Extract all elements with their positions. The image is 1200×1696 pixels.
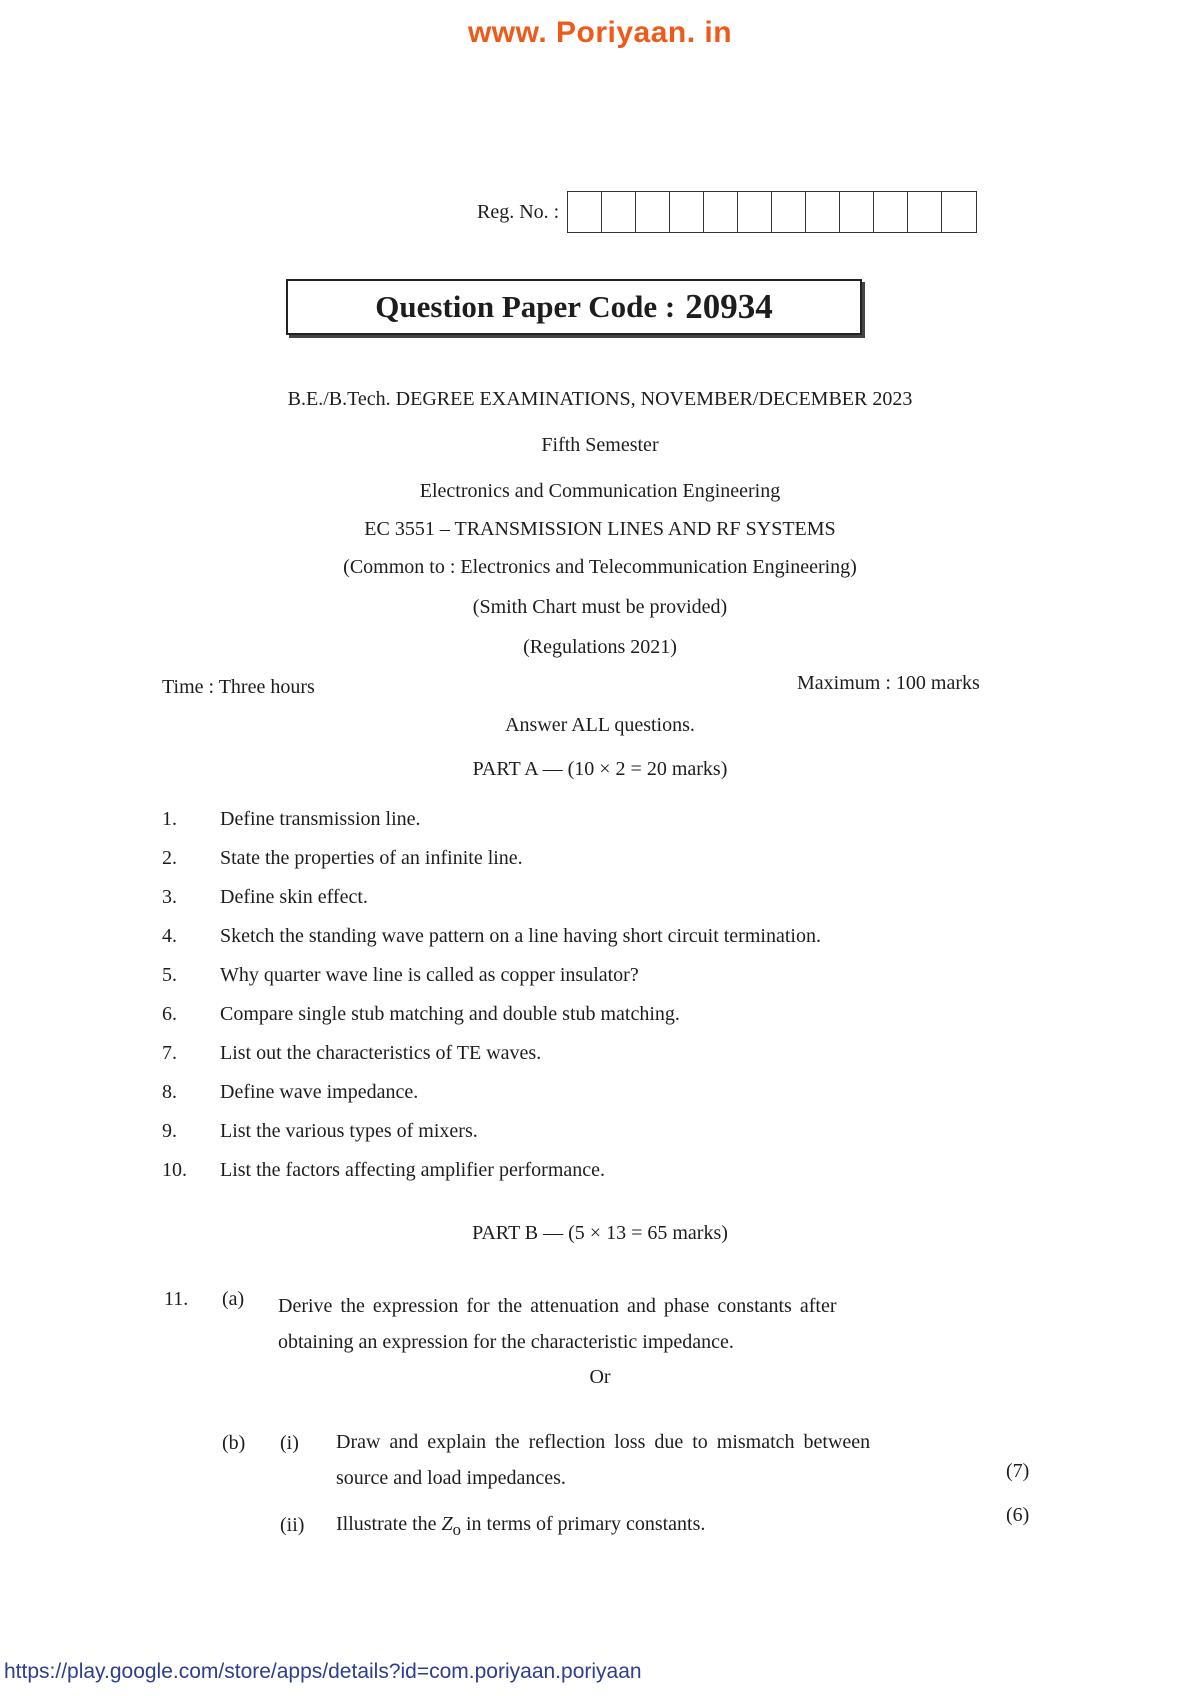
part-label-a: (a) [222,1288,245,1310]
reg-no-box [874,192,908,232]
question-text: in terms of primary constants. [465,1513,706,1535]
question-text: Why quarter wave line is called as copper insulator? [220,964,639,986]
smith-chart-note: (Smith Chart must be provided) [472,596,728,618]
department: Electronics and Communication Engineering [419,480,781,502]
part-a-question [162,1159,605,1182]
exam-title: B.E./B.Tech. DEGREE EXAMINATIONS, NOVEMBER/DECEMBER 2023 [287,388,913,410]
question-text: Define wave impedance. [220,1081,419,1103]
part-a-question [162,886,368,909]
question-text: List the various types of mixers. [220,1120,478,1142]
regulations: (Regulations 2021) [523,636,677,658]
semester: Fifth Semester [541,434,659,456]
marks-7: (7) [1006,1460,1030,1482]
part-a-question [162,1081,418,1104]
sub-label-i: (i) [280,1432,299,1454]
question-11a-text [278,1288,1030,1360]
instruction: Answer ALL questions. [505,714,695,736]
part-b-heading: PART B — (5 × 13 = 65 marks) [472,1222,728,1244]
question-paper-code-box [286,279,862,335]
question-number: 8. [162,1081,177,1103]
question-text: Define transmission line. [220,808,421,830]
question-text-line: Derive the expression for the attenuation and phase constants after [278,1295,837,1317]
z-subscript: o [452,1520,461,1539]
question-number: 6. [162,1003,177,1025]
reg-no-box [602,192,636,232]
question-text: Compare single stub matching and double stub matching. [220,1003,680,1025]
question-number: 3. [162,886,177,908]
question-number: 1. [162,808,177,830]
part-a-question [162,964,639,987]
maximum-marks: Maximum : 100 marks [797,672,980,694]
reg-no-box [704,192,738,232]
reg-no-box [806,192,840,232]
question-number: 5. [162,964,177,986]
reg-no-box [568,192,602,232]
question-number: 7. [162,1042,177,1064]
question-11b-ii-text [336,1506,705,1548]
or-separator: Or [589,1366,611,1388]
watermark-bottom-link[interactable]: https://play.google.com/store/apps/details?id=com.poriyaan.poriyaan [4,1660,642,1683]
reg-no [477,191,977,233]
reg-no-box [636,192,670,232]
question-text: List out the characteristics of TE waves. [220,1042,542,1064]
part-a-heading: PART A — (10 × 2 = 20 marks) [472,758,728,780]
part-a-question [162,847,523,870]
reg-no-box [670,192,704,232]
reg-no-label: Reg. No. : [477,200,560,223]
part-label-b: (b) [222,1432,246,1454]
common-to: (Common to : Electronics and Telecommunication Engineering) [343,556,857,578]
part-a-question [162,1003,680,1026]
question-paper-code-label: Question Paper Code : [375,289,676,324]
reg-no-box [908,192,942,232]
question-text-line: Draw and explain the reflection loss due to mismatch between [336,1431,871,1453]
part-a-question [162,1120,478,1143]
marks-6: (6) [1006,1504,1030,1526]
reg-no-box [738,192,772,232]
question-number: 2. [162,847,177,869]
sub-label-ii: (ii) [280,1514,305,1536]
question-text-line: source and load impedances. [336,1467,566,1489]
reg-no-boxes [567,191,977,233]
question-number: 4. [162,925,177,947]
question-text: Illustrate the [336,1513,437,1535]
course-title: EC 3551 – TRANSMISSION LINES AND RF SYSTEMS [364,518,836,540]
question-paper-code: 20934 [685,287,773,326]
question-text: Define skin effect. [220,886,368,908]
question-number: 11. [164,1288,189,1310]
time-allowed: Time : Three hours [162,676,315,698]
question-text: Sketch the standing wave pattern on a line having short circuit termination. [220,925,821,947]
question-number: 9. [162,1120,177,1142]
part-a-question [162,808,421,831]
part-a-question [162,925,821,948]
question-number: 10. [162,1159,187,1181]
z-symbol: Z [441,1513,453,1535]
part-a-question [162,1042,541,1065]
reg-no-box [840,192,874,232]
question-11b-i-text [336,1424,1032,1496]
question-text: List the factors affecting amplifier performance. [220,1159,606,1181]
question-text-line: obtaining an expression for the characteristic impedance. [278,1331,734,1353]
reg-no-box [772,192,806,232]
question-text: State the properties of an infinite line. [220,847,523,869]
watermark-top-link[interactable]: www. Poriyaan. in [467,16,733,49]
reg-no-box [942,192,976,232]
